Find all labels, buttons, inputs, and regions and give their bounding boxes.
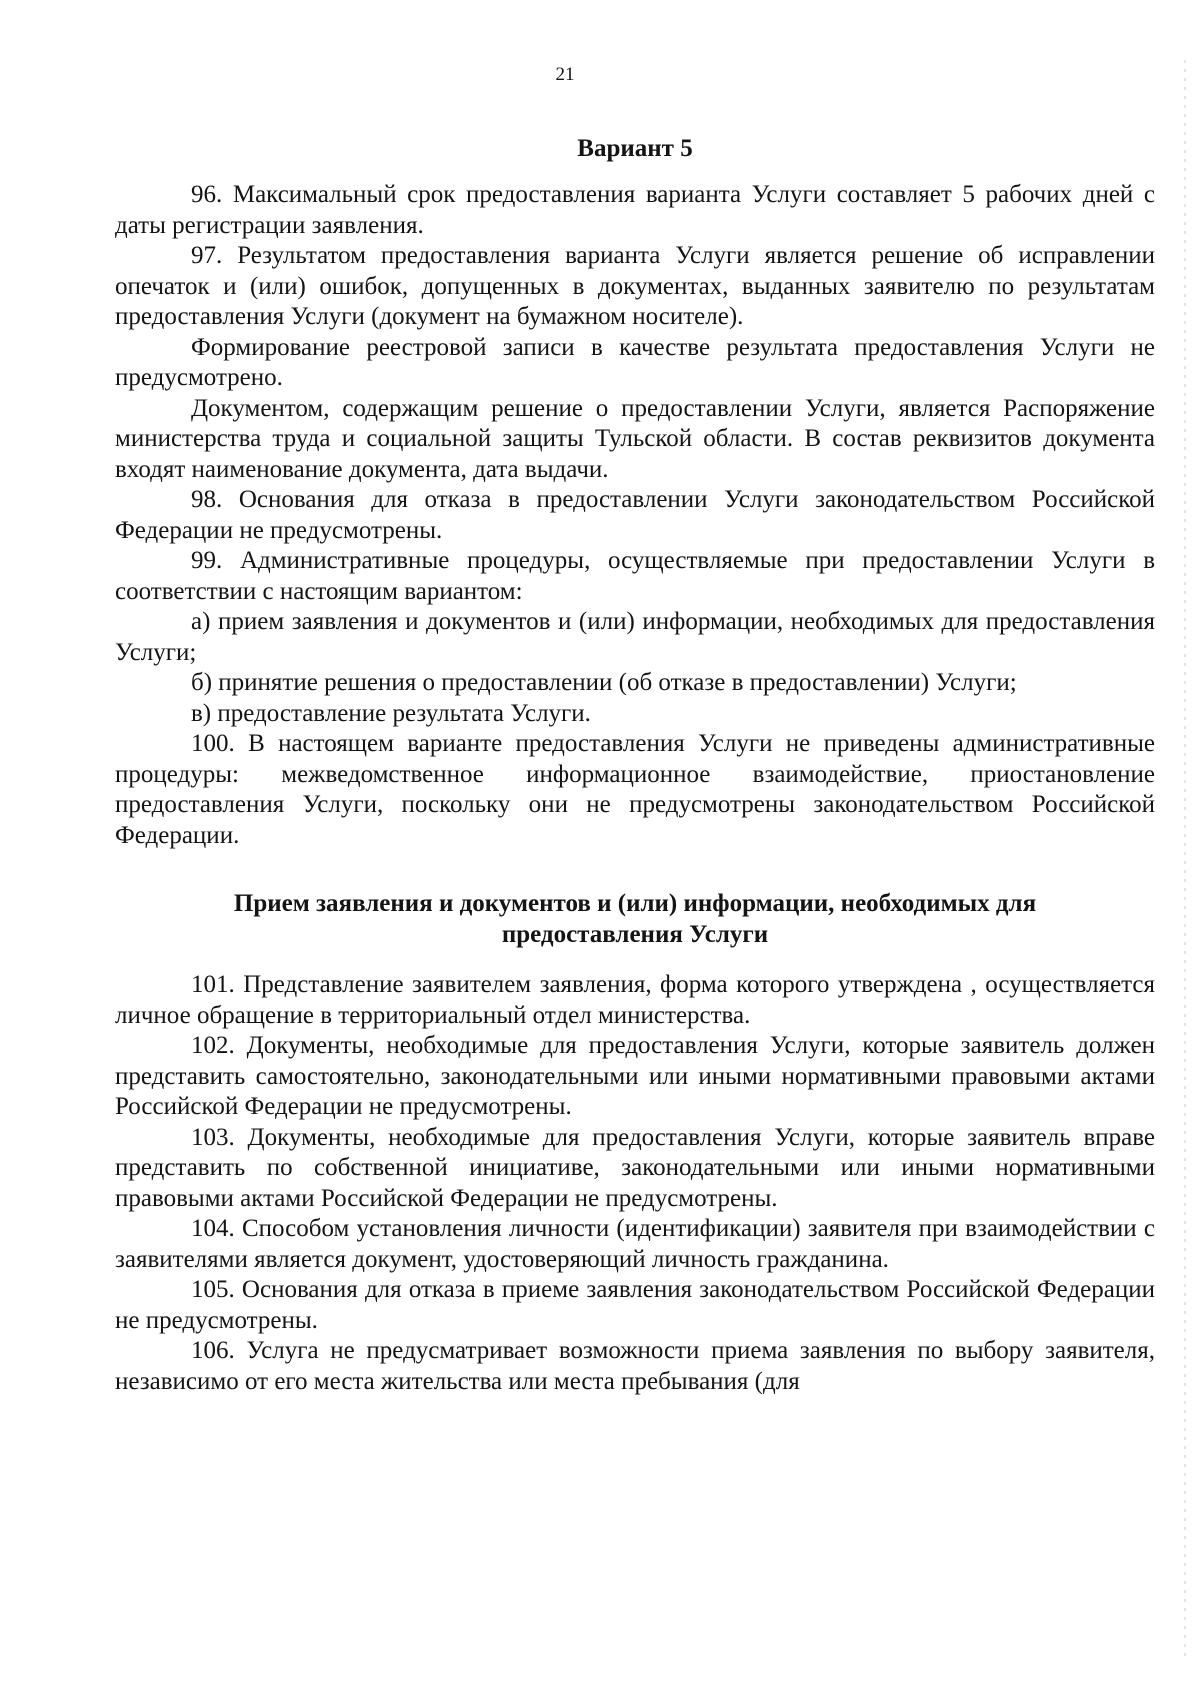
scan-edge-artifact (1184, 60, 1186, 1660)
paragraph-106: 106. Услуга не предусматривает возможности приема заявления по выбору заявителя, независимо от его места жительства или места пребывания (для (115, 1337, 1155, 1395)
paragraph-100: 100. В настоящем варианте предоставления Услуги не приведены административные процедуры: межведомственное информационное взаимодействие, приостановление предоставления Услуги, поскольку они не предусмотрены законодательством Российской Федерации. (115, 730, 1155, 849)
paragraph-101: 101. Представление заявителем заявления, форма которого утверждена , осуществляется личное обращение в территориальный отдел министерства. (115, 971, 1155, 1029)
paragraph-105: 105. Основания для отказа в приеме заявления законодательством Российской Федерации не предусмотрены. (115, 1276, 1155, 1334)
section-application-intake (115, 888, 1155, 1397)
section-heading: Прием заявления и документов и (или) информации, необходимых для предоставления Услуги (233, 890, 1037, 948)
section-heading: Вариант 5 (577, 135, 693, 162)
paragraph-98: 98. Основания для отказа в предоставлении Услуги законодательством Российской Федерации не предусмотрены. (115, 486, 1155, 544)
paragraph-104: 104. Способом установления личности (идентификации) заявителя при взаимодействии с заявителями является документ, удостоверяющий личность гражданина. (115, 1215, 1155, 1273)
paragraph-registry-record: Формирование реестровой записи в качестве результата предоставления Услуги не предусмотрено. (115, 333, 1155, 391)
list-item-b: б) принятие решения о предоставлении (об отказе в предоставлении) Услуги; (191, 669, 1017, 696)
paragraph-decision-document: Документом, содержащим решение о предоставлении Услуги, является Распоряжение министерства труда и социальной защиты Тульской области. В состав реквизитов документа входят наименование документа, дата выдачи. (115, 394, 1155, 483)
paragraph-103: 103. Документы, необходимые для предоставления Услуги, которые заявитель вправе представить по собственной инициативе, законодательными или иными нормативными правовыми актами Российской Федерации не предусмотрены. (115, 1123, 1155, 1212)
list-item-a: а) прием заявления и документов и (или) информации, необходимых для предоставления Услуги; (115, 608, 1155, 666)
paragraph-99: 99. Административные процедуры, осуществляемые при предоставлении Услуги в соответствии с настоящим вариантом: (115, 547, 1155, 605)
page-number: 21 (555, 64, 575, 85)
section-variant-5 (115, 133, 1155, 851)
paragraph-102: 102. Документы, необходимые для предоставления Услуги, которые заявитель должен представить самостоятельно, законодательными или иными нормативными правовыми актами Российской Федерации не предусмотрены. (115, 1032, 1155, 1120)
paragraph-96: 96. Максимальный срок предоставления варианта Услуги составляет 5 рабочих дней с даты регистрации заявления. (115, 181, 1155, 239)
list-item-v: в) предоставление результата Услуги. (191, 699, 591, 727)
paragraph-97: 97. Результатом предоставления варианта Услуги является решение об исправлении опечаток и (или) ошибок, допущенных в документах, выданных заявителю по результатам предоставления Услуги (документ на бумажном носителе). (115, 242, 1155, 330)
